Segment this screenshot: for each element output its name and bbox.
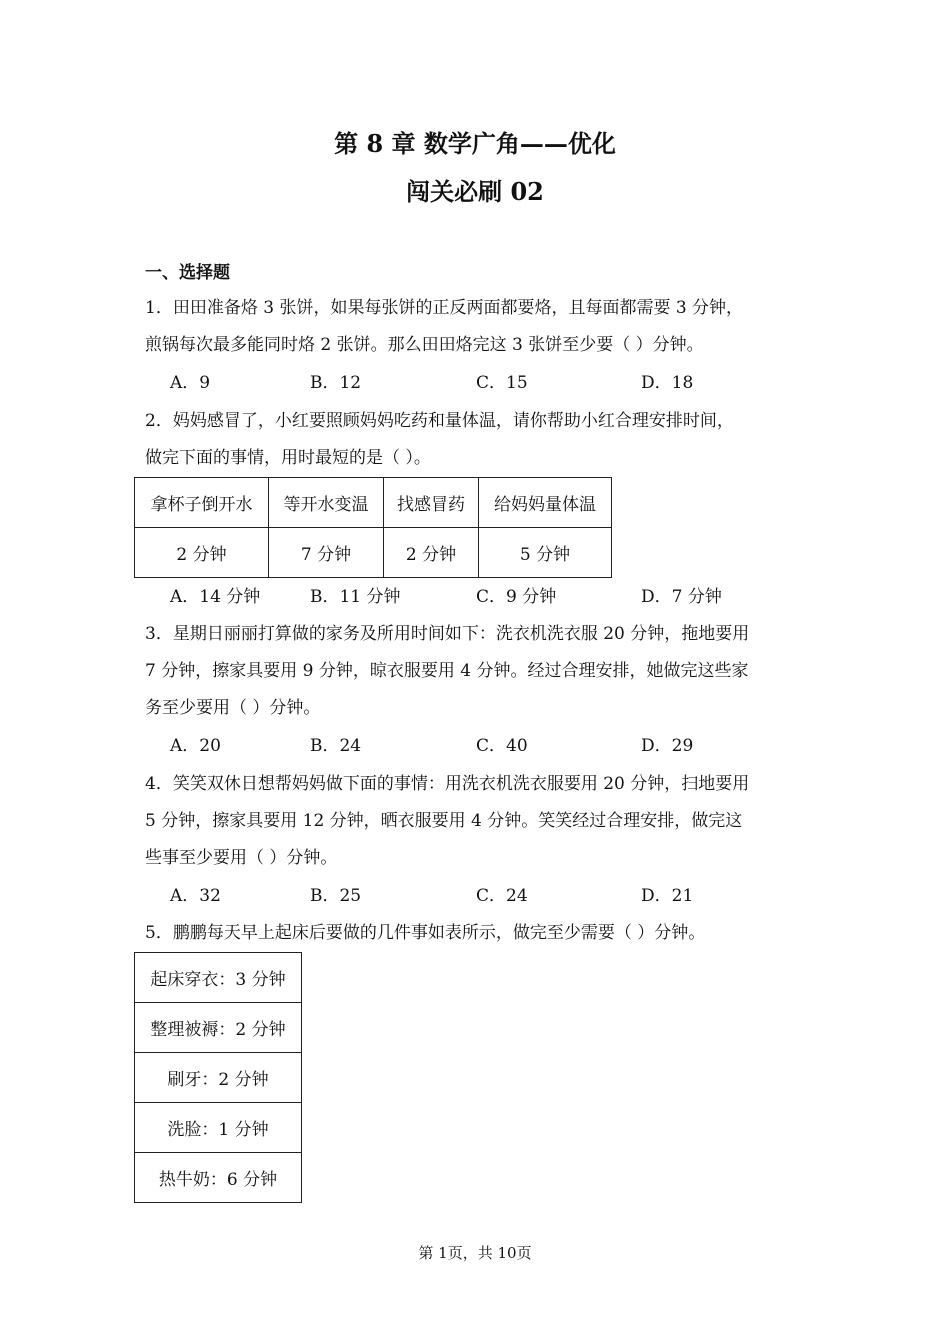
table-header-cell: 等开水变温 xyxy=(269,478,384,528)
section-heading: 一、选择题 xyxy=(145,263,230,283)
page-footer: 第 1页，共 10页 xyxy=(418,1244,532,1262)
question-2-option-c: C．9 分钟 xyxy=(476,587,557,607)
question-3-option-d: D．29 xyxy=(641,736,694,756)
table-row xyxy=(135,528,612,578)
question-2-option-b: B．11 分钟 xyxy=(310,587,401,607)
table-cell: 5 分钟 xyxy=(479,528,612,578)
table-cell: 2 分钟 xyxy=(135,528,269,578)
question-3-line-2: 7 分钟，擦家具要用 9 分钟，晾衣服要用 4 分钟。经过合理安排，她做完这些家 xyxy=(145,661,749,681)
question-2-line-2: 做完下面的事情，用时最短的是（ ）。 xyxy=(145,448,431,468)
page-title: 第 8 章 数学广角——优化 xyxy=(334,129,616,158)
table-cell: 整理被褥：2 分钟 xyxy=(135,1003,302,1053)
question-5-table xyxy=(134,952,302,1203)
question-4-option-c: C．24 xyxy=(476,886,528,906)
table-header-cell: 找感冒药 xyxy=(384,478,479,528)
table-row xyxy=(135,1153,302,1203)
question-2-line-1: 2．妈妈感冒了，小红要照顾妈妈吃药和量体温，请你帮助小红合理安排时间， xyxy=(145,411,734,431)
question-4-option-a: A．32 xyxy=(170,886,221,906)
table-row xyxy=(135,1103,302,1153)
question-1-option-a: A．9 xyxy=(170,373,211,393)
table-cell: 洗脸：1 分钟 xyxy=(135,1103,302,1153)
question-1-option-b: B．12 xyxy=(310,373,362,393)
question-2-option-a: A．14 分钟 xyxy=(170,587,261,607)
question-4-line-3: 些事至少要用（ ）分钟。 xyxy=(145,848,338,868)
question-3-line-1: 3．星期日丽丽打算做的家务及所用时间如下：洗衣机洗衣服 20 分钟，拖地要用 xyxy=(145,624,750,644)
table-row xyxy=(135,953,302,1003)
table-header-cell: 给妈妈量体温 xyxy=(479,478,612,528)
table-cell: 热牛奶：6 分钟 xyxy=(135,1153,302,1203)
table-cell: 2 分钟 xyxy=(384,528,479,578)
question-1-option-c: C．15 xyxy=(476,373,528,393)
question-5-line-1: 5．鹏鹏每天早上起床后要做的几件事如表所示，做完至少需要（ ）分钟。 xyxy=(145,923,706,943)
question-3-line-3: 务至少要用（ ）分钟。 xyxy=(145,698,321,718)
question-4-option-d: D．21 xyxy=(641,886,694,906)
question-3-option-c: C．40 xyxy=(476,736,528,756)
table-header-cell: 拿杯子倒开水 xyxy=(135,478,269,528)
question-2-table xyxy=(134,477,612,578)
question-1-option-d: D．18 xyxy=(641,373,694,393)
table-row xyxy=(135,1053,302,1103)
question-4-line-2: 5 分钟，擦家具要用 12 分钟，晒衣服要用 4 分钟。笑笑经过合理安排，做完这 xyxy=(145,811,743,831)
table-row xyxy=(135,1003,302,1053)
table-cell: 7 分钟 xyxy=(269,528,384,578)
question-3-option-b: B．24 xyxy=(310,736,362,756)
table-header-row xyxy=(135,478,612,528)
question-4-option-b: B．25 xyxy=(310,886,362,906)
question-2-option-d: D．7 分钟 xyxy=(641,587,722,607)
page-subtitle: 闯关必刷 02 xyxy=(406,177,544,206)
question-1-line-2: 煎锅每次最多能同时烙 2 张饼。那么田田烙完这 3 张饼至少要（ ）分钟。 xyxy=(145,335,704,355)
question-4-line-1: 4．笑笑双休日想帮妈妈做下面的事情：用洗衣机洗衣服要用 20 分钟，扫地要用 xyxy=(145,774,750,794)
question-3-option-a: A．20 xyxy=(170,736,221,756)
question-1-line-1: 1．田田准备烙 3 张饼，如果每张饼的正反两面都要烙，且每面都需要 3 分钟， xyxy=(145,298,744,318)
table-cell: 刷牙：2 分钟 xyxy=(135,1053,302,1103)
table-cell: 起床穿衣：3 分钟 xyxy=(135,953,302,1003)
